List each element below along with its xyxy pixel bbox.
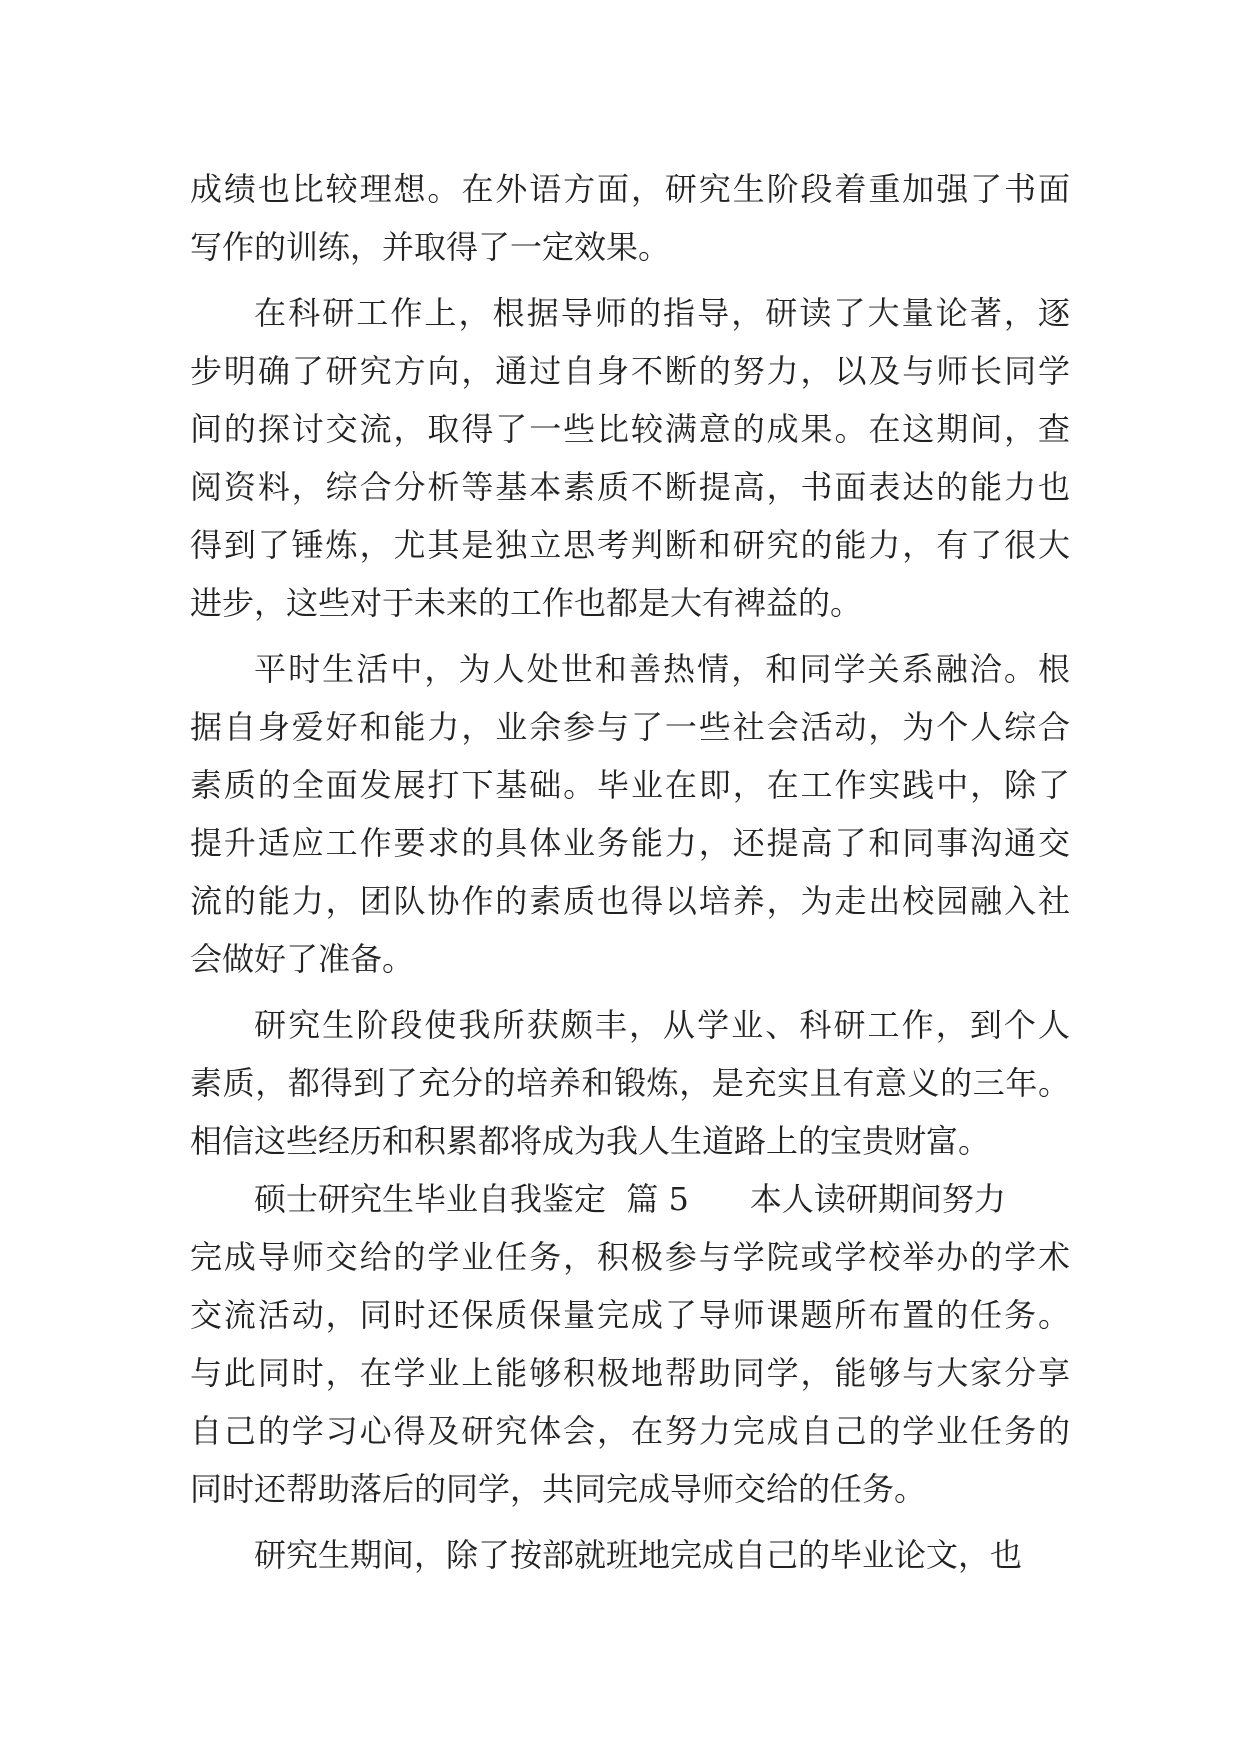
text-line: 研究生期间，除了按部就班地完成自己的毕业论文，也 (254, 1536, 1023, 1574)
text-line: 会做好了准备。 (190, 940, 415, 978)
text-line: 研究生阶段使我所获颇丰，从学业、科研工作，到个人 (254, 1006, 1070, 1044)
text-line: 与此同时，在学业上能够积极地帮助同学，能够与大家分享 (190, 1354, 1070, 1392)
paragraph (190, 640, 1070, 988)
text-line: 流的能力，团队协作的素质也得以培养，为走出校园融入社 (190, 882, 1070, 920)
text-line: 平时生活中，为人处世和善热情，和同学关系融洽。根 (254, 650, 1070, 688)
text-line: 间的探讨交流，取得了一些比较满意的成果。在这期间，查 (190, 410, 1070, 448)
text-line: 交流活动，同时还保质保量完成了导师课题所布置的任务。 (190, 1296, 1070, 1334)
paragraph (190, 284, 1070, 632)
paragraph (190, 996, 1070, 1170)
text-line: 据自身爱好和能力，业余参与了一些社会活动，为个人综合 (190, 708, 1070, 746)
section-heading-line: 硕士研究生毕业自我鉴定 篇 5 本人读研期间努力 (254, 1180, 1006, 1218)
text-line: 自己的学习心得及研究体会，在努力完成自己的学业任务的 (190, 1412, 1070, 1450)
text-line: 阅资料，综合分析等基本素质不断提高，书面表达的能力也 (190, 468, 1070, 506)
text-line: 成绩也比较理想。在外语方面，研究生阶段着重加强了书面 (190, 170, 1070, 208)
text-line: 素质的全面发展打下基础。毕业在即，在工作实践中，除了 (190, 766, 1070, 804)
paragraph (190, 160, 1070, 276)
text-line: 得到了锤炼，尤其是独立思考判断和研究的能力，有了很大 (190, 526, 1070, 564)
text-line: 提升适应工作要求的具体业务能力，还提高了和同事沟通交 (190, 824, 1070, 862)
text-line: 素质，都得到了充分的培养和锻炼，是充实且有意义的三年。 (190, 1064, 1070, 1102)
paragraph (190, 1526, 1070, 1584)
text-line: 步明确了研究方向，通过自身不断的努力，以及与师长同学 (190, 352, 1070, 390)
paragraph (190, 1170, 1070, 1518)
text-line: 相信这些经历和积累都将成为我人生道路上的宝贵财富。 (190, 1122, 991, 1160)
text-line: 同时还帮助落后的同学，共同完成导师交给的任务。 (190, 1470, 927, 1508)
text-line: 写作的训练，并取得了一定效果。 (190, 228, 671, 266)
text-line: 进步，这些对于未来的工作也都是大有裨益的。 (190, 584, 863, 622)
document-body (190, 160, 1070, 1584)
text-line: 完成导师交给的学业任务，积极参与学院或学校举办的学术 (190, 1238, 1070, 1276)
text-line: 在科研工作上，根据导师的指导，研读了大量论著，逐 (254, 294, 1070, 332)
